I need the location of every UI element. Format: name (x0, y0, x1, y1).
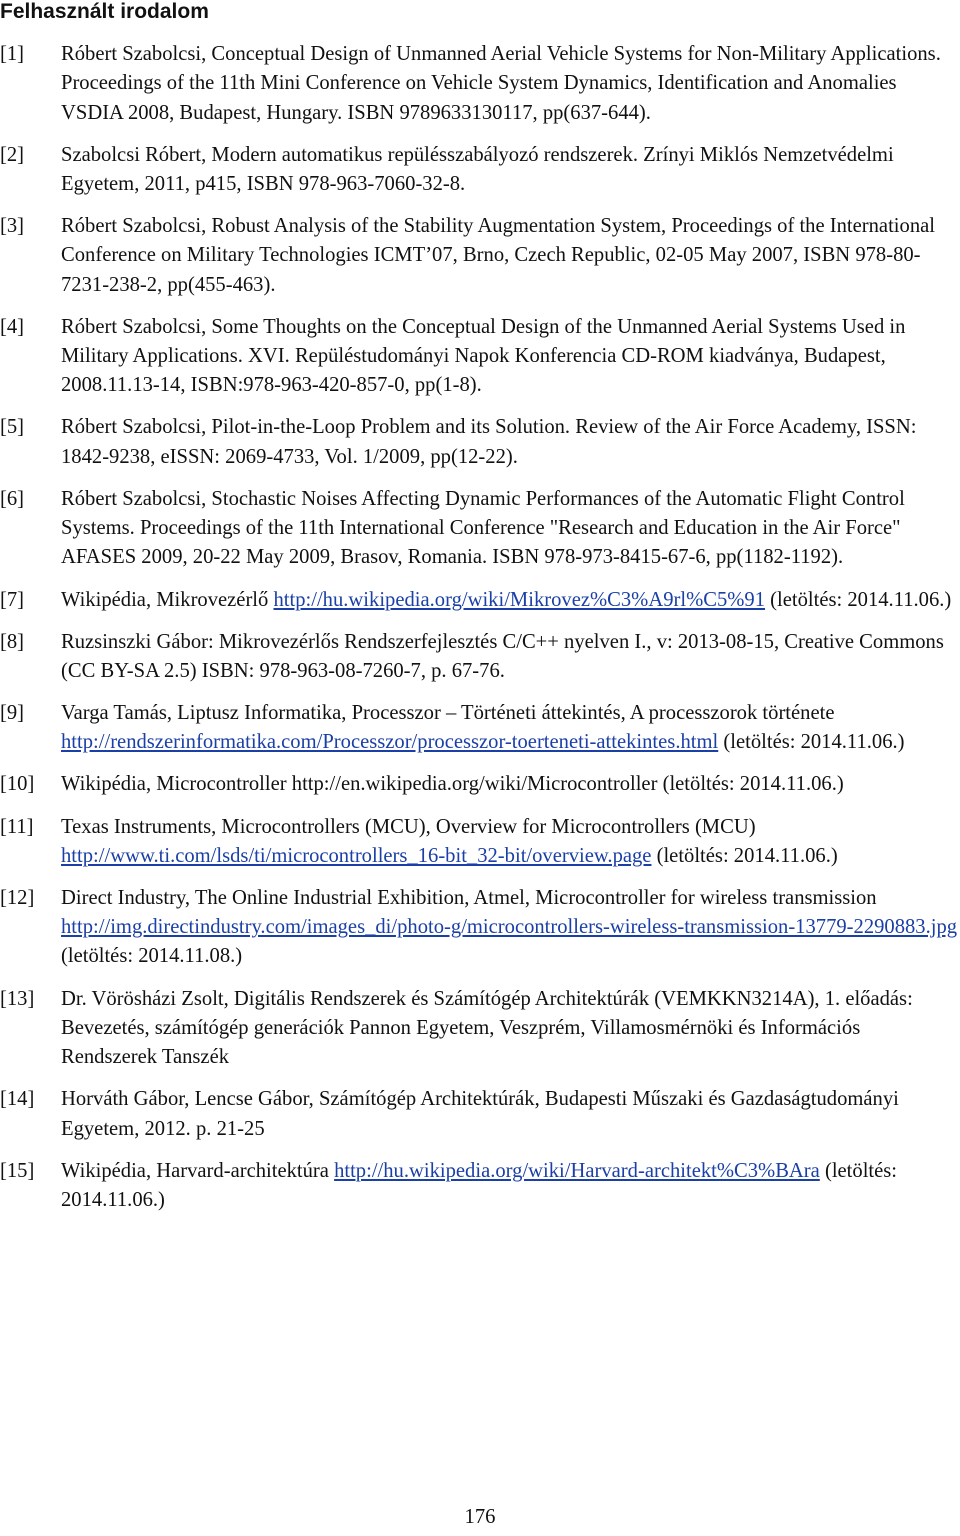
reference-text-segment: (letöltés: 2014.11.06.) (61, 1159, 898, 1211)
reference-item (0, 313, 960, 401)
reference-item (0, 1085, 960, 1144)
reference-number: [6] (0, 487, 25, 510)
reference-text-segment: Róbert Szabolcsi, Robust Analysis of the Stability Augmentation System, Proceedings of the International Conference on Military Technologies ICMT’07, Brno, Czech Republic, 02-05 May 2007, ISBN 978-80-7231-238-2, pp(455-463). (61, 215, 935, 296)
reference-text-segment: Dr. Vörösházi Zsolt, Digitális Rendszerek és Számítógép Architektúrák (VEMKKN3214A), 1. előadás: Bevezetés, számítógép generációk Pannon Egyetem, Veszprém, Villamosmérnöki és Információs Rendszerek Tanszék (61, 987, 913, 1069)
reference-number: [3] (0, 215, 25, 238)
reference-text-segment: Szabolcsi Róbert, Modern automatikus repülésszabályozó rendszerek. Zrínyi Miklós Nemzetvédelmi Egyetem, 2011, p415, ISBN 978-963-7060-32-8. (61, 143, 894, 195)
reference-text-segment: (letöltés: 2014.11.06.) (765, 588, 952, 611)
reference-link[interactable]: http://hu.wikipedia.org/wiki/Harvard-architekt%C3%BAra (334, 1159, 820, 1182)
reference-item (0, 485, 960, 573)
reference-text-segment: Texas Instruments, Microcontrollers (MCU), Overview for Microcontrollers (MCU) (61, 815, 756, 838)
reference-item (0, 413, 960, 472)
reference-text (61, 40, 960, 128)
reference-link[interactable]: http://img.directindustry.com/images_di/photo-g/microcontrollers-wireless-transmission-13779-2290883.jpg (61, 916, 958, 939)
reference-text-segment: Wikipédia, Microcontroller http://en.wikipedia.org/wiki/Microcontroller (letöltés: 2014.11.06.) (61, 773, 844, 796)
reference-number: [5] (0, 416, 25, 439)
reference-text-segment: Róbert Szabolcsi, Conceptual Design of Unmanned Aerial Vehicle Systems for Non-Military Applications. Proceedings of the 11th Mini Conference on Vehicle System Dynamics, Identification and Anomalies VSDIA 2008, Budapest, Hungary. ISBN 9789633130117, pp(637-644). (61, 43, 941, 124)
reference-text (61, 884, 960, 972)
reference-text (61, 212, 960, 300)
reference-text (61, 413, 960, 472)
reference-text-segment: Róbert Szabolcsi, Some Thoughts on the Conceptual Design of the Unmanned Aerial Systems Used in Military Applications. XVI. Repüléstudományi Napok Konferencia CD-ROM kiadványa, Budapest, 2008.11.13-14, ISBN:978-963-420-857-0, pp(1-8). (61, 315, 906, 397)
reference-text-segment: (letöltés: 2014.11.08.) (61, 945, 243, 968)
reference-item (0, 813, 960, 872)
section-heading: Felhasznált irodalom (0, 0, 209, 23)
reference-number: [12] (0, 886, 35, 909)
reference-text-segment: Róbert Szabolcsi, Pilot-in-the-Loop Problem and its Solution. Review of the Air Force Academy, ISSN: 1842-9238, eISSN: 2069-4733, Vol. 1/2009, pp(12-22). (61, 416, 917, 468)
reference-number: [4] (0, 315, 25, 338)
reference-text-segment: Varga Tamás, Liptusz Informatika, Processzor – Történeti áttekintés, A processzorok története (61, 702, 835, 725)
reference-text (61, 141, 960, 200)
reference-number: [13] (0, 987, 35, 1010)
reference-number: [10] (0, 773, 35, 796)
reference-link[interactable]: http://hu.wikipedia.org/wiki/Mikrovez%C3%A9rl%C5%91 (273, 588, 766, 611)
reference-link[interactable]: http://rendszerinformatika.com/Processzor/processzor-toerteneti-attekintes.html (61, 731, 719, 754)
reference-number: [9] (0, 702, 25, 725)
reference-text (61, 485, 960, 573)
reference-link[interactable]: http://www.ti.com/lsds/ti/microcontrollers_16-bit_32-bit/overview.page (61, 844, 652, 867)
reference-number: [2] (0, 143, 25, 166)
reference-number: [11] (0, 815, 34, 838)
reference-text (61, 1157, 960, 1216)
reference-text (61, 813, 960, 872)
reference-text (61, 586, 960, 615)
reference-text (61, 313, 960, 401)
reference-item (0, 141, 960, 200)
reference-item (0, 212, 960, 300)
reference-text (61, 1085, 960, 1144)
reference-item (0, 628, 960, 687)
reference-text-segment: Róbert Szabolcsi, Stochastic Noises Affecting Dynamic Performances of the Automatic Flight Control Systems. Proceedings of the 11th International Conference "Research and Education in the Air Force" AFASES 2009, 20-22 May 2009, Brasov, Romania. ISBN 978-973-8415-67-6, pp(1182-1192). (61, 487, 905, 569)
reference-number: [15] (0, 1159, 35, 1182)
reference-item (0, 884, 960, 972)
reference-number: [8] (0, 630, 25, 653)
reference-number: [7] (0, 588, 25, 611)
reference-text (61, 770, 960, 799)
reference-text (61, 628, 960, 687)
reference-text-segment: (letöltés: 2014.11.06.) (718, 731, 905, 754)
reference-text-segment: Direct Industry, The Online Industrial Exhibition, Atmel, Microcontroller for wireless transmission (61, 886, 877, 909)
reference-item (0, 770, 960, 799)
reference-number: [1] (0, 43, 25, 65)
reference-text-segment: Wikipédia, Harvard-architektúra (61, 1159, 335, 1182)
page-number: 176 (464, 1506, 496, 1528)
reference-text-segment: Horváth Gábor, Lencse Gábor, Számítógép Architektúrák, Budapesti Műszaki és Gazdaságtudományi Egyetem, 2012. p. 21-25 (61, 1088, 899, 1140)
reference-item (0, 40, 960, 128)
reference-item (0, 985, 960, 1073)
reference-item (0, 586, 960, 615)
reference-text-segment: Ruzsinszki Gábor: Mikrovezérlős Rendszerfejlesztés C/C++ nyelven I., v: 2013-08-15, Creative Commons (CC BY-SA 2.5) ISBN: 978-963-08-7260-7, p. 67-76. (61, 630, 944, 682)
reference-text-segment: Wikipédia, Mikrovezérlő (61, 588, 274, 611)
reference-text-segment: (letöltés: 2014.11.06.) (651, 844, 838, 867)
reference-item (0, 699, 960, 758)
reference-number: [14] (0, 1088, 35, 1111)
reference-list (0, 40, 960, 1228)
reference-text (61, 699, 960, 758)
reference-item (0, 1157, 960, 1216)
reference-text (61, 985, 960, 1073)
